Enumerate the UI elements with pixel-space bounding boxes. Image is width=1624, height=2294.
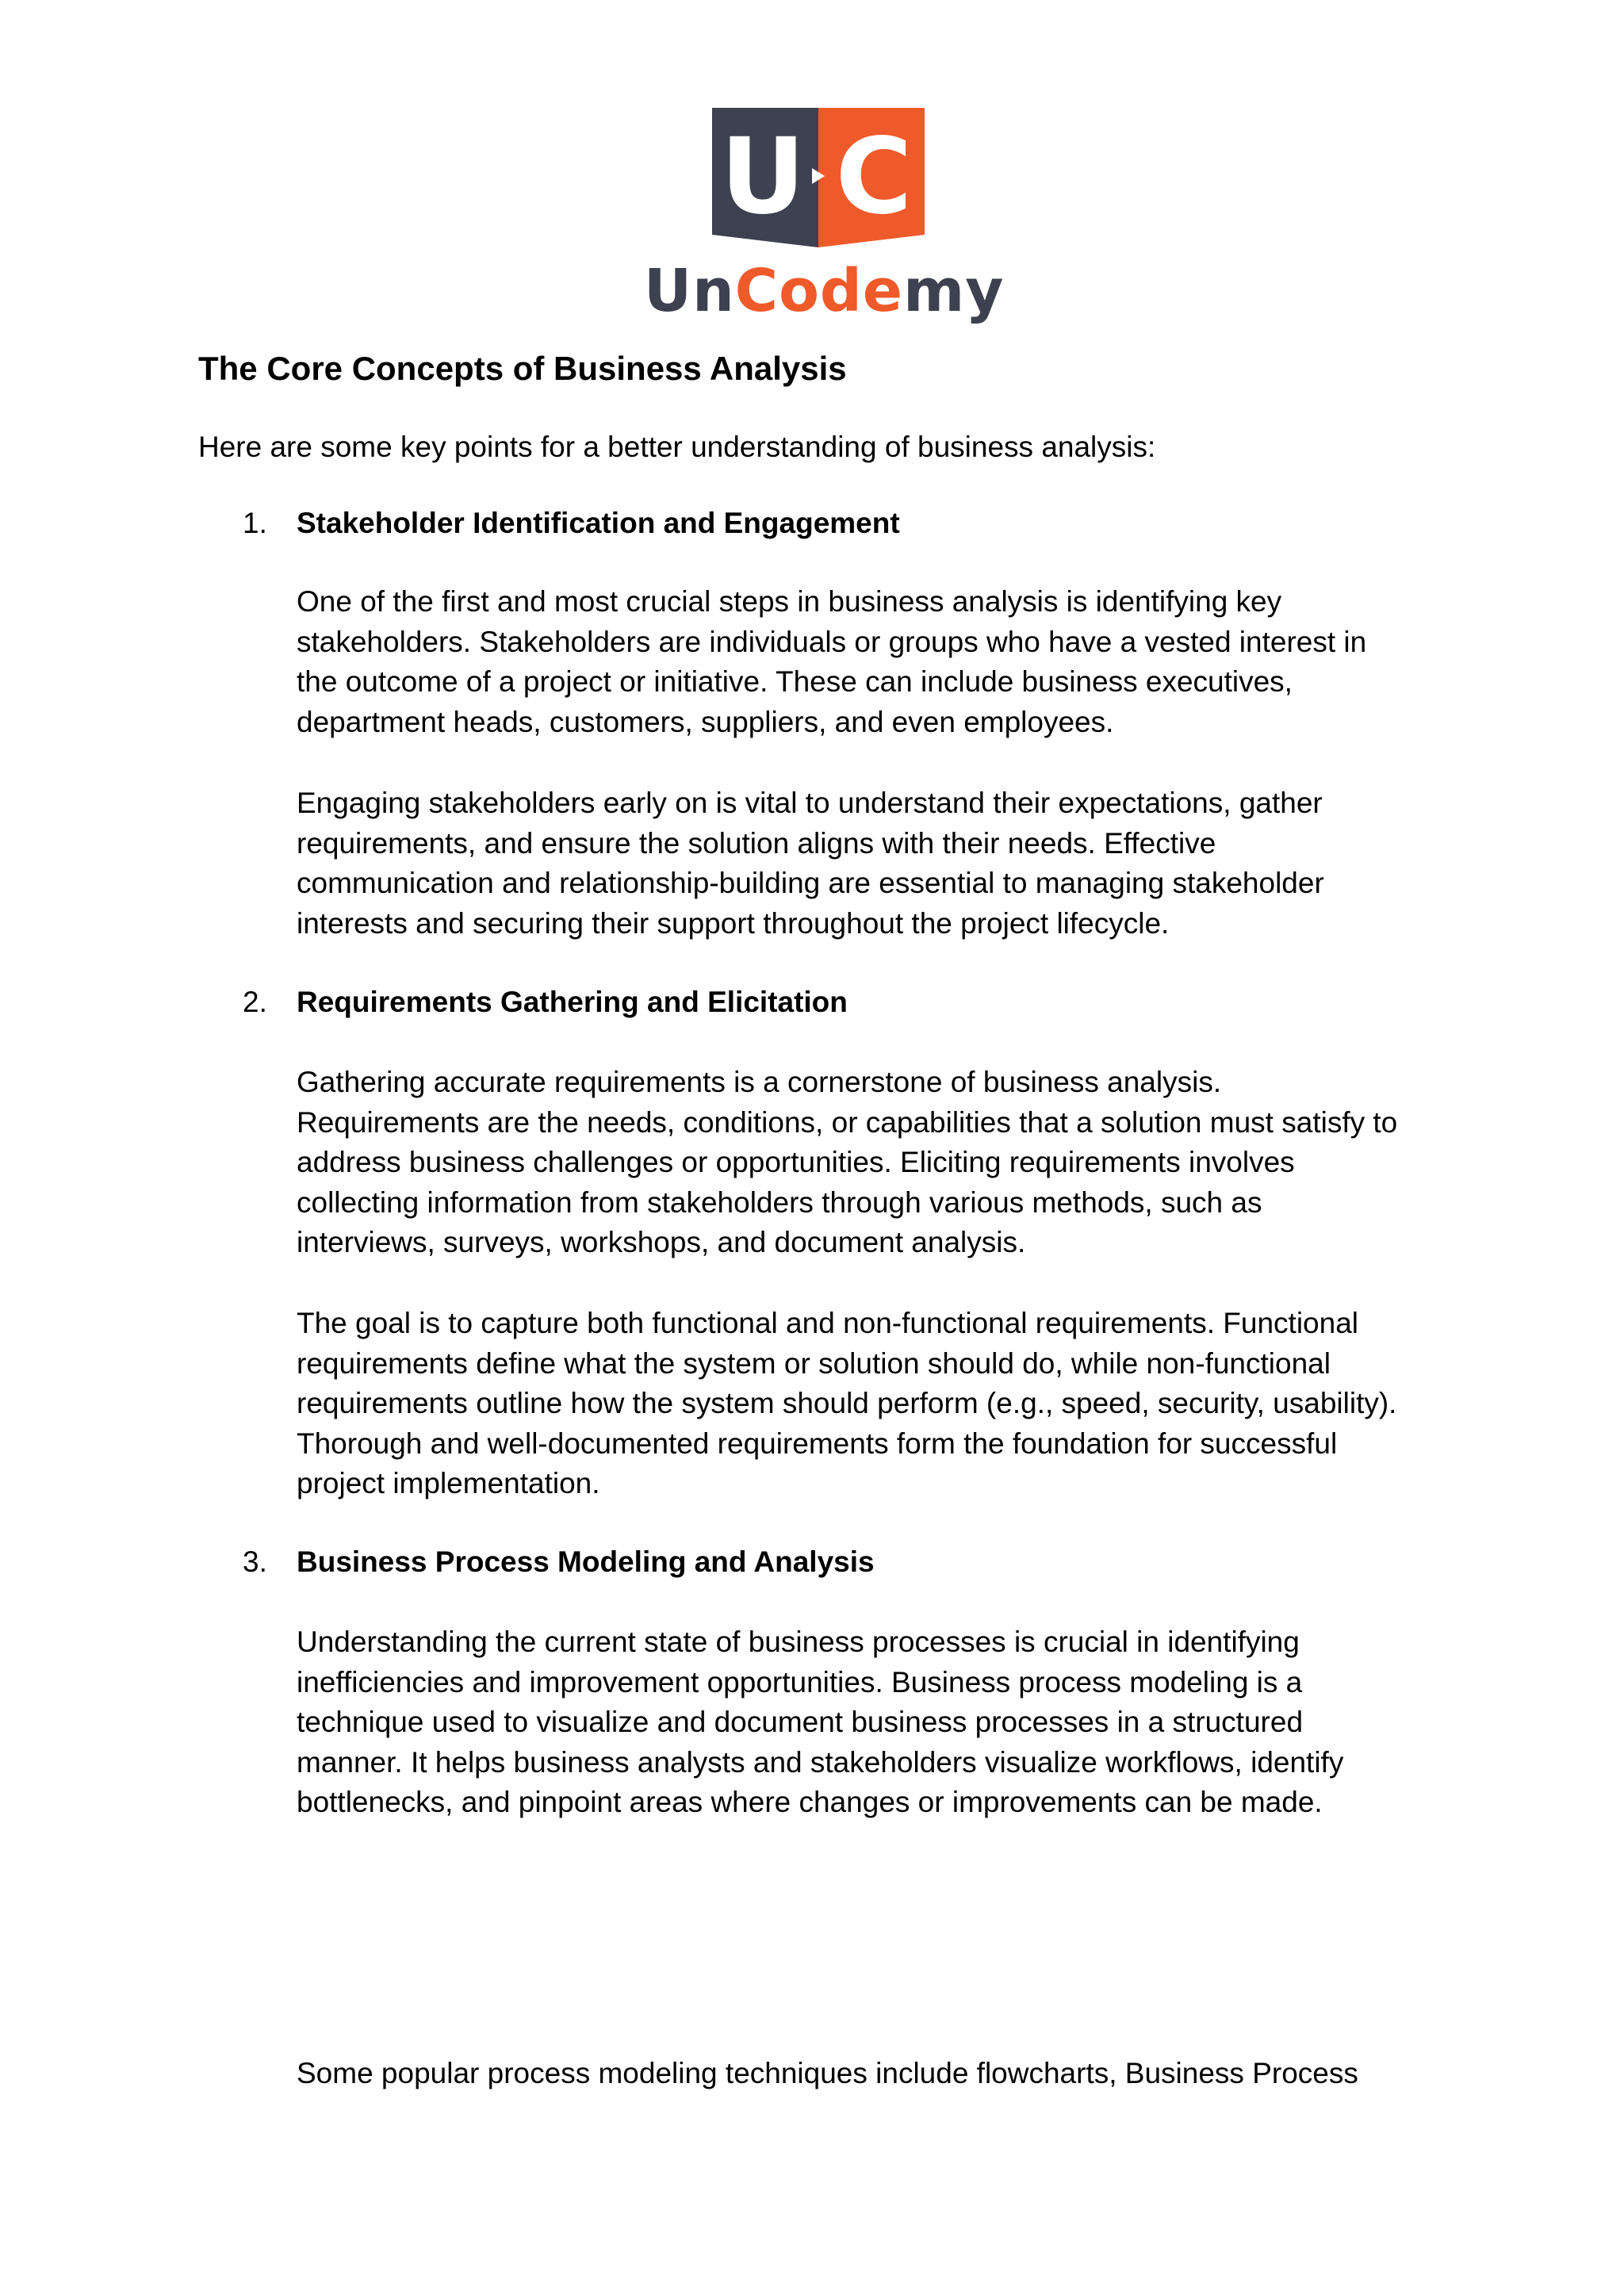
text-line: project implementation. <box>297 1467 600 1499</box>
section-heading-3 <box>243 1543 875 1581</box>
text-line: the outcome of a project or initiative. These can include business executives, <box>297 665 1293 698</box>
text-line: Requirements are the needs, conditions, or capabilities that a solution must satisfy to <box>297 1105 1398 1139</box>
logo-wordmark-un: Un <box>644 257 735 325</box>
text-line: inefficiencies and improvement opportunities. Business process modeling is a <box>297 1665 1303 1698</box>
section-2-paragraph-1 <box>297 1063 1454 1263</box>
text-line: Engaging stakeholders early on is vital to understand their expectations, gather <box>297 787 1323 819</box>
text-line: Understanding the current state of business processes is crucial in identifying <box>297 1626 1300 1658</box>
section-number: 1. <box>243 507 267 539</box>
uncodemy-logo-mark <box>712 108 925 247</box>
text-line: requirements outline how the system should perform (e.g., speed, security, usability). <box>297 1387 1397 1419</box>
text-line: requirements, and ensure the solution aligns with their needs. Effective <box>297 826 1216 860</box>
text-line: Some popular process modeling techniques include flowcharts, Business Process <box>297 2057 1358 2089</box>
text-line: department heads, customers, suppliers, and even employees. <box>297 705 1114 738</box>
text-line: manner. It helps business analysts and stakeholders visualize workflows, identify <box>297 1745 1344 1779</box>
document-title: The Core Concepts of Business Analysis <box>198 350 847 387</box>
text-line: One of the first and most crucial steps in business analysis is identifying key <box>297 585 1282 618</box>
section-heading-text: Business Process Modeling and Analysis <box>297 1545 875 1578</box>
text-line: Thorough and well-documented requirements form the foundation for successful <box>297 1427 1338 1460</box>
section-number: 2. <box>243 986 267 1018</box>
logo-mark-letter-c: C <box>835 116 913 238</box>
section-3-paragraph-1 <box>297 1622 1454 1823</box>
logo-wordmark <box>644 257 1005 325</box>
section-heading-text: Stakeholder Identification and Engagement <box>297 507 900 539</box>
text-line: bottlenecks, and pinpoint areas where changes or improvements can be made. <box>297 1786 1323 1818</box>
text-line: stakeholders. Stakeholders are individuals or groups who have a vested interest in <box>297 625 1367 658</box>
section-1-paragraph-2 <box>297 783 1454 944</box>
section-heading-2 <box>243 983 848 1021</box>
text-line: communication and relationship-building are essential to managing stakeholder <box>297 867 1324 899</box>
text-line: address business challenges or opportunities. Eliciting requirements involves <box>297 1146 1295 1178</box>
section-3-paragraph-2 <box>297 2054 1454 2094</box>
uncodemy-logo <box>644 103 1005 333</box>
text-line: Gathering accurate requirements is a cornerstone of business analysis. <box>297 1066 1222 1098</box>
section-heading-text: Requirements Gathering and Elicitation <box>297 986 848 1018</box>
text-line: requirements define what the system or solution should do, while non-functional <box>297 1346 1331 1380</box>
logo-mark-letter-u: U <box>720 116 806 238</box>
text-line: interviews, surveys, workshops, and document analysis. <box>297 1226 1026 1258</box>
logo-wordmark-my: my <box>903 257 1005 325</box>
text-line: The goal is to capture both functional and non-functional requirements. Functional <box>297 1307 1358 1339</box>
section-heading-1 <box>243 504 900 542</box>
intro-paragraph: Here are some key points for a better understanding of business analysis: <box>198 431 1156 463</box>
text-line: collecting information from stakeholders through various methods, such as <box>297 1185 1262 1219</box>
section-2-paragraph-2 <box>297 1304 1454 1504</box>
text-line: interests and securing their support throughout the project lifecycle. <box>297 906 1170 940</box>
section-1-paragraph-1 <box>297 582 1454 742</box>
logo-wordmark-code: Code <box>734 257 904 325</box>
section-number: 3. <box>243 1545 267 1578</box>
text-line: technique used to visualize and document business processes in a structured <box>297 1706 1304 1738</box>
